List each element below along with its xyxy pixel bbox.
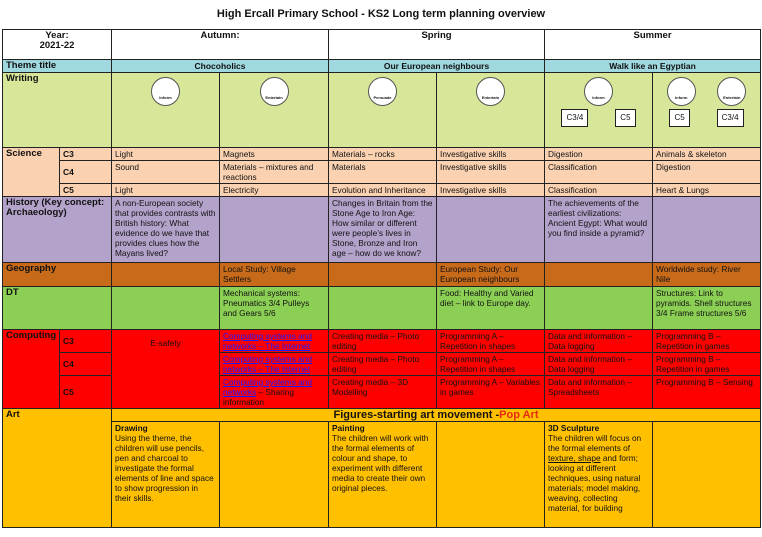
- planning-table: [2, 29, 761, 528]
- computing-cell: Programming B – Sensing: [653, 376, 761, 409]
- history-label: History (Key concept: Archaeology): [3, 197, 112, 263]
- inform-icon: Inform: [151, 77, 180, 106]
- dt-label: DT: [3, 287, 112, 330]
- writing-autumn-2: [220, 73, 329, 148]
- computing-cell: Programming A – Repetition in shapes: [437, 330, 545, 353]
- summer-header: Summer: [545, 30, 761, 60]
- theme-label: Theme title: [3, 60, 112, 73]
- computing-link-cell: Computing systems and networks – Sharing information: [220, 376, 329, 409]
- science-cell: Digestion: [653, 161, 761, 184]
- writing-label: Writing: [3, 73, 112, 148]
- geography-cell: [545, 263, 653, 287]
- geography-cell: [329, 263, 437, 287]
- science-cell: Classification: [545, 161, 653, 184]
- computing-label: Computing: [3, 330, 60, 409]
- science-cell: Digestion: [545, 148, 653, 161]
- dt-cell: Mechanical systems: Pneumatics 3/4 Pulleys and Gears 5/6: [220, 287, 329, 330]
- art-label: Art: [3, 409, 112, 528]
- computing-cell: Data and information – Data logging: [545, 353, 653, 376]
- computing-cell: Programming A – Variables in games: [437, 376, 545, 409]
- science-cell: Light: [112, 148, 220, 161]
- science-cell: Materials – rocks: [329, 148, 437, 161]
- science-cell: Evolution and Inheritance: [329, 184, 437, 197]
- dt-cell: Food: Healthy and Varied diet – link to Europe day.: [437, 287, 545, 330]
- geography-cell: European Study: Our European neighbours: [437, 263, 545, 287]
- computing-sub: C5: [60, 376, 112, 409]
- dt-cell: [545, 287, 653, 330]
- science-cell: Animals & skeleton: [653, 148, 761, 161]
- art-empty: [437, 422, 545, 528]
- art-drawing: Drawing Using the theme, the children will use pencils, pen and charcoal to investigate the formal elements of line and space to show progression in their skills.: [112, 422, 220, 528]
- writing-spring-1: [329, 73, 437, 148]
- art-banner: Figures-starting art movement -Pop Art: [112, 409, 761, 422]
- history-cell: [220, 197, 329, 263]
- science-cell: Investigative skills: [437, 184, 545, 197]
- dt-cell: Structures: Link to pyramids. Shell structures 3/4 Frame structures 5/6: [653, 287, 761, 330]
- computing-link[interactable]: Computing systems and networks – The Internet: [223, 331, 313, 351]
- writing-summer-1: [545, 73, 653, 148]
- science-cell: Light: [112, 184, 220, 197]
- science-sub: C5: [60, 184, 112, 197]
- art-empty: [220, 422, 329, 528]
- science-cell: Investigative skills: [437, 161, 545, 184]
- science-cell: Magnets: [220, 148, 329, 161]
- inform-icon: Inform: [667, 77, 696, 106]
- entertain-icon: Entertain: [260, 77, 289, 106]
- science-cell: Materials – mixtures and reactions: [220, 161, 329, 184]
- entertain-icon: Entertain: [717, 77, 746, 106]
- science-label: Science: [3, 148, 60, 197]
- science-cell: Heart & Lungs: [653, 184, 761, 197]
- science-cell: Electricity: [220, 184, 329, 197]
- history-cell: [653, 197, 761, 263]
- theme-spring: Our European neighbours: [329, 60, 545, 73]
- computing-cell: Data and information – Data logging: [545, 330, 653, 353]
- science-sub: C4: [60, 161, 112, 184]
- dt-cell: [112, 287, 220, 330]
- computing-link-cell: [220, 353, 329, 376]
- history-cell: Changes in Britain from the Stone Age to Iron Age: How similar or different were people’s lives in Stone, Bronze and Iron age – how do we know?: [329, 197, 437, 263]
- art-movement: Pop Art: [499, 409, 539, 421]
- art-empty: [653, 422, 761, 528]
- dt-cell: [329, 287, 437, 330]
- writing-spring-2: [437, 73, 545, 148]
- computing-link[interactable]: Computing systems and networks – The Internet: [223, 354, 313, 374]
- computing-link[interactable]: Computing systems and networks: [223, 377, 313, 397]
- geography-cell: Local Study: Village Settlers: [220, 263, 329, 287]
- science-cell: Investigative skills: [437, 148, 545, 161]
- computing-cell: Creating media – Photo editing: [329, 330, 437, 353]
- science-cell: Classification: [545, 184, 653, 197]
- theme-summer: Walk like an Egyptian: [545, 60, 761, 73]
- science-cell: Sound: [112, 161, 220, 184]
- theme-autumn: Chocoholics: [112, 60, 329, 73]
- computing-link-cell: [220, 330, 329, 353]
- science-cell: Materials: [329, 161, 437, 184]
- computing-cell: Programming B – Repetition in games: [653, 353, 761, 376]
- writing-box-c5: C5: [669, 109, 689, 127]
- year-label: Year:: [45, 30, 69, 41]
- history-cell: The achievements of the earliest civilizations: Ancient Egypt: What would you find inside a pyramid?: [545, 197, 653, 263]
- writing-autumn-1: [112, 73, 220, 148]
- year-value: 2021-22: [39, 40, 75, 51]
- computing-sub: C3: [60, 330, 112, 353]
- inform-icon: Inform: [584, 77, 613, 106]
- history-cell: [437, 197, 545, 263]
- computing-sub: C4: [60, 353, 112, 376]
- document-title: High Ercall Primary School - KS2 Long term planning overview: [216, 8, 546, 20]
- entertain-icon: Entertain: [476, 77, 505, 106]
- writing-box-c34: C3/4: [561, 109, 588, 127]
- esafety-cell: E-safety: [112, 330, 220, 409]
- computing-cell: Data and information – Spreadsheets: [545, 376, 653, 409]
- science-sub: C3: [60, 148, 112, 161]
- art-sculpture: 3D Sculpture The children will focus on the formal elements of texture, shape and form; looking at different techniques, using natural materials; model making, weaving, collecting material, for building: [545, 422, 653, 528]
- persuade-icon: Persuade: [368, 77, 397, 106]
- writing-box-c5: C5: [615, 109, 635, 127]
- computing-cell: Creating media – Photo editing: [329, 353, 437, 376]
- writing-summer-2: [653, 73, 761, 148]
- computing-cell: Programming A – Repetition in shapes: [437, 353, 545, 376]
- autumn-header: Autumn:: [112, 30, 329, 60]
- spring-header: Spring: [329, 30, 545, 60]
- geography-cell: [112, 263, 220, 287]
- writing-box-c34: C3/4: [717, 109, 744, 127]
- geography-label: Geography: [3, 263, 112, 287]
- year-cell: [3, 30, 112, 60]
- computing-cell: Programming B – Repetition in games: [653, 330, 761, 353]
- art-painting: Painting The children will work with the formal elements of colour and shape, to experiment with different media to create their own original pieces.: [329, 422, 437, 528]
- computing-cell: Creating media – 3D Modelling: [329, 376, 437, 409]
- history-cell: A non-European society that provides contrasts with British history: What evidence do we have that provides clues how the Mayans lived?: [112, 197, 220, 263]
- geography-cell: Worldwide study: River Nile: [653, 263, 761, 287]
